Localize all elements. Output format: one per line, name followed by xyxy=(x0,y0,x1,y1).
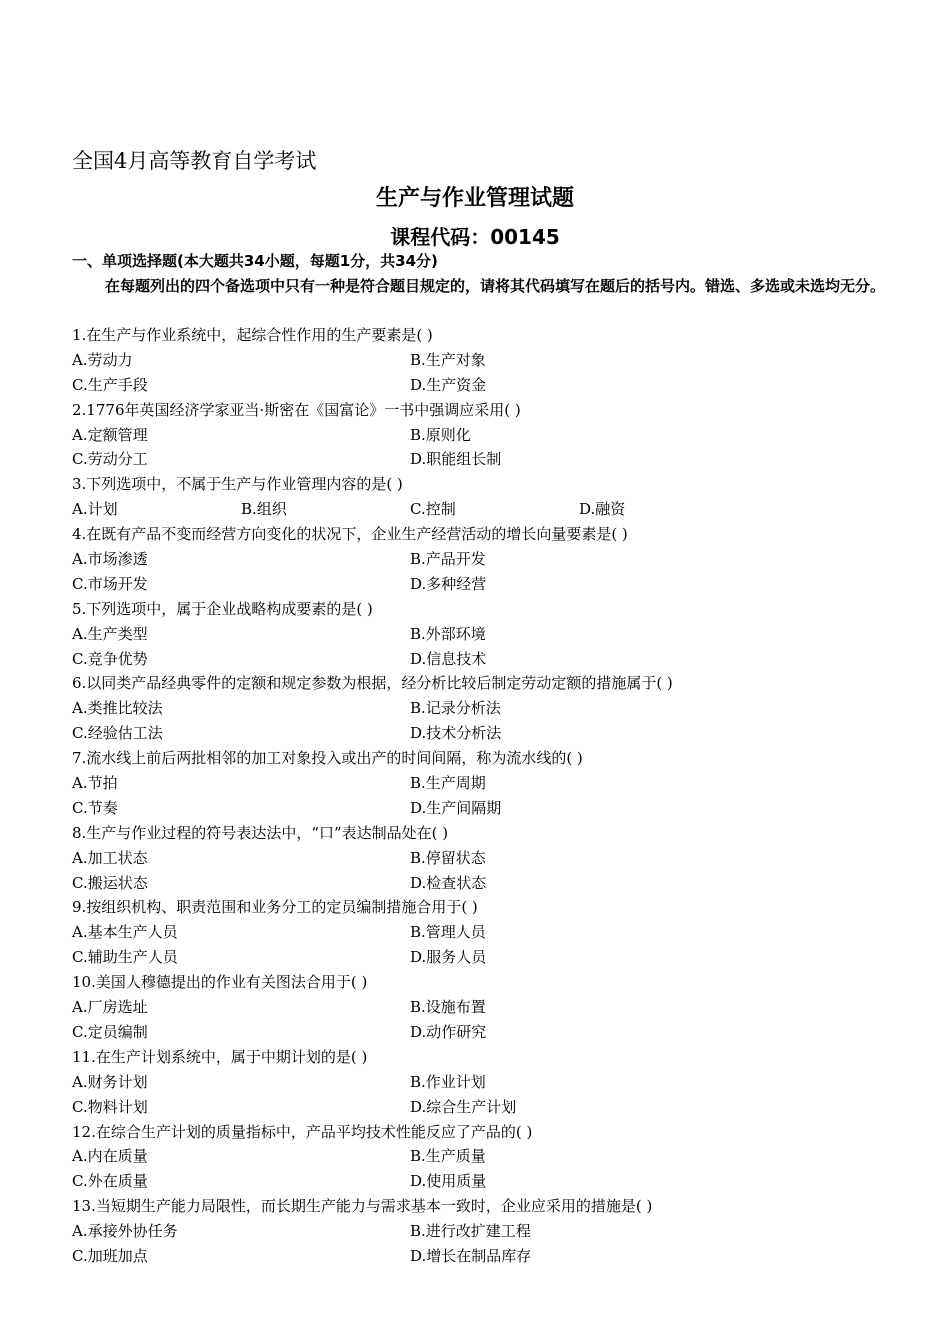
answer-option: C.经验估工法 xyxy=(72,724,163,743)
option-row xyxy=(72,696,892,721)
answer-option: A.承接外协任务 xyxy=(72,1222,178,1241)
answer-option: A.定额管理 xyxy=(72,425,148,444)
answer-option: A.厂房选址 xyxy=(72,998,148,1017)
answer-option: D.使用质量 xyxy=(410,1172,487,1191)
answer-option: C.劳动分工 xyxy=(72,450,148,469)
answer-option: B.生产周期 xyxy=(410,774,486,793)
option-row xyxy=(72,920,892,945)
option-row xyxy=(72,497,892,522)
answer-option: A.加工状态 xyxy=(72,848,148,867)
course-code: 课程代码：00145 xyxy=(390,225,560,249)
question-stem: 2.1776年英国经济学家亚当·斯密在《国富论》一书中强调应采用( ) xyxy=(72,400,521,419)
option-row xyxy=(72,447,892,472)
option-row xyxy=(72,1070,892,1095)
answer-option: D.综合生产计划 xyxy=(410,1097,517,1116)
answer-option: B.生产对象 xyxy=(410,350,486,369)
answer-option: B.原则化 xyxy=(410,425,471,444)
option-row xyxy=(72,348,892,373)
question-stem: 8.生产与作业过程的符号表达法中，“口”表达制品处在( ) xyxy=(72,823,449,842)
answer-option: A.内在质量 xyxy=(72,1147,148,1166)
answer-option: C.物料计划 xyxy=(72,1097,148,1116)
answer-option: A.基本生产人员 xyxy=(72,923,178,942)
option-row xyxy=(72,721,892,746)
answer-option: C.定员编制 xyxy=(72,1022,148,1041)
option-row xyxy=(72,846,892,871)
answer-option: B.组织 xyxy=(241,500,287,519)
answer-option: B.停留状态 xyxy=(410,848,486,867)
section-heading: 一、单项选择题(本大题共34小题，每题1分，共34分) xyxy=(72,252,438,270)
answer-option: C.生产手段 xyxy=(72,375,148,394)
answer-option: A.劳动力 xyxy=(72,350,133,369)
option-row xyxy=(72,647,892,672)
option-row xyxy=(72,423,892,448)
option-row xyxy=(72,771,892,796)
option-row xyxy=(72,373,892,398)
answer-option: B.进行改扩建工程 xyxy=(410,1222,531,1241)
answer-option: B.设施布置 xyxy=(410,998,486,1017)
answer-option: C.搬运状态 xyxy=(72,873,148,892)
question-stem: 4.在既有产品不变而经营方向变化的状况下，企业生产经营活动的增长向量要素是( ) xyxy=(72,525,628,544)
option-row xyxy=(72,1144,892,1169)
option-row xyxy=(72,1020,892,1045)
section-instructions: 在每题列出的四个备选项中只有一种是符合题目规定的，请将其代码填写在题后的括号内。错选、多选或未选均无分。 xyxy=(105,277,886,295)
option-row xyxy=(72,1095,892,1120)
answer-option: A.财务计划 xyxy=(72,1072,148,1091)
exam-title: 全国4月高等教育自学考试 xyxy=(72,149,317,173)
option-row xyxy=(72,622,892,647)
answer-option: D.技术分析法 xyxy=(410,724,502,743)
option-row xyxy=(72,547,892,572)
question-stem: 11.在生产计划系统中，属于中期计划的是( ) xyxy=(72,1047,368,1066)
answer-option: A.计划 xyxy=(72,500,118,519)
question-stem: 12.在综合生产计划的质量指标中，产品平均技术性能反应了产品的( ) xyxy=(72,1122,533,1141)
question-stem: 6.以同类产品经典零件的定额和规定参数为根据，经分析比较后制定劳动定额的措施属于( ) xyxy=(72,674,673,693)
subject-title: 生产与作业管理试题 xyxy=(375,186,574,211)
option-row xyxy=(72,1219,892,1244)
answer-option: B.外部环境 xyxy=(410,624,486,643)
answer-option: A.类推比较法 xyxy=(72,699,163,718)
answer-option: B.记录分析法 xyxy=(410,699,501,718)
answer-option: D.增长在制品库存 xyxy=(410,1246,532,1265)
option-row xyxy=(72,1244,892,1269)
question-stem: 7.流水线上前后两批相邻的加工对象投入或出产的时间间隔，称为流水线的( ) xyxy=(72,749,583,768)
answer-option: D.检查状态 xyxy=(410,873,487,892)
question-stem: 13.当短期生产能力局限性，而长期生产能力与需求基本一致时，企业应采用的措施是( ) xyxy=(72,1197,653,1216)
answer-option: D.生产间隔期 xyxy=(410,798,502,817)
answer-option: D.融资 xyxy=(579,500,626,519)
answer-option: C.控制 xyxy=(410,500,456,519)
option-row xyxy=(72,945,892,970)
answer-option: B.生产质量 xyxy=(410,1147,486,1166)
answer-option: A.生产类型 xyxy=(72,624,148,643)
question-stem: 5.下列选项中，属于企业战略构成要素的是( ) xyxy=(72,599,373,618)
question-stem: 3.下列选项中，不属于生产与作业管理内容的是( ) xyxy=(72,475,403,494)
option-row xyxy=(72,871,892,896)
answer-option: C.辅助生产人员 xyxy=(72,948,178,967)
answer-option: D.职能组长制 xyxy=(410,450,502,469)
answer-option: C.外在质量 xyxy=(72,1172,148,1191)
answer-option: A.节拍 xyxy=(72,774,118,793)
answer-option: B.作业计划 xyxy=(410,1072,486,1091)
answer-option: C.竞争优势 xyxy=(72,649,148,668)
option-row xyxy=(72,995,892,1020)
option-row xyxy=(72,1169,892,1194)
answer-option: D.动作研究 xyxy=(410,1022,487,1041)
question-stem: 1.在生产与作业系统中，起综合性作用的生产要素是( ) xyxy=(72,326,433,344)
answer-option: A.市场渗透 xyxy=(72,550,148,569)
answer-option: D.服务人员 xyxy=(410,948,487,967)
option-row xyxy=(72,796,892,821)
answer-option: D.信息技术 xyxy=(410,649,487,668)
question-list xyxy=(72,323,892,1269)
answer-option: D.生产资金 xyxy=(410,375,487,394)
answer-option: B.管理人员 xyxy=(410,923,486,942)
answer-option: C.节奏 xyxy=(72,798,118,817)
question-stem: 9.按组织机构、职责范围和业务分工的定员编制措施合用于( ) xyxy=(72,898,478,917)
answer-option: C.加班加点 xyxy=(72,1246,148,1265)
answer-option: D.多种经营 xyxy=(410,574,487,593)
answer-option: C.市场开发 xyxy=(72,574,148,593)
answer-option: B.产品开发 xyxy=(410,550,486,569)
option-row xyxy=(72,572,892,597)
question-stem: 10.美国人穆德提出的作业有关图法合用于( ) xyxy=(72,973,368,992)
